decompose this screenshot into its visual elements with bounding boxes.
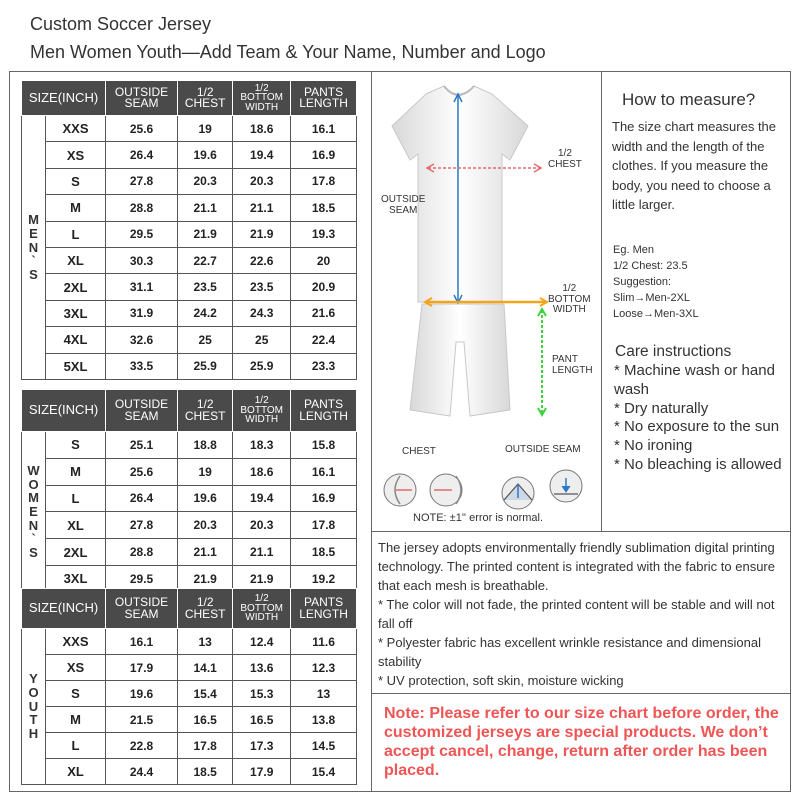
product-description: The jersey adopts environmentally friendly sublimation digital printing technology. The printed content is integrated with the fabric to ensure that each mesh is breathable. * The color will not fade, the printed content will be stable and will not fall off * Polyester fabric has excellent wrinkle resistance and dimensional stability * UV protection, soft skin, moisture wicking [378,540,775,688]
value-cell: 17.9 [233,759,291,785]
value-cell: 17.8 [291,512,357,539]
value-cell: 26.4 [106,142,178,168]
header-half-chest: 1/2 CHEST [178,81,233,116]
header-half-bottom-width: 1/2 BOTTOM WIDTH [233,589,291,629]
table-row [22,274,357,300]
table-row [22,759,357,785]
size-cell: 2XL [46,539,106,566]
value-cell: 19 [178,458,233,485]
header-pants-length: PANTS LENGTH [291,81,357,116]
table-row [22,300,357,326]
size-cell: L [46,221,106,247]
group-label: Y O U T H [22,629,46,785]
value-cell: 23.5 [178,274,233,300]
value-cell: 15.8 [291,432,357,459]
table-row [22,353,357,379]
size-cell: S [46,681,106,707]
youth-size-table [21,588,357,785]
header-outside-seam: OUTSIDE SEAM [106,81,178,116]
divider [371,531,791,532]
value-cell: 26.4 [106,485,178,512]
value-cell: 19.6 [106,681,178,707]
table-row [22,116,357,142]
size-cell: XXS [46,116,106,142]
size-cell: 2XL [46,274,106,300]
value-cell: 33.5 [106,353,178,379]
value-cell: 22.4 [291,327,357,353]
table-row [22,327,357,353]
value-cell: 23.3 [291,353,357,379]
value-cell: 18.6 [233,116,291,142]
value-cell: 19.2 [291,565,357,592]
value-cell: 20.3 [233,512,291,539]
value-cell: 16.5 [233,707,291,733]
header-outside-seam: OUTSIDE SEAM [106,589,178,629]
value-cell: 19.6 [178,485,233,512]
value-cell: 12.4 [233,629,291,655]
value-cell: 17.8 [291,168,357,194]
value-cell: 32.6 [106,327,178,353]
size-cell: L [46,485,106,512]
seam-measure-icon-2 [550,470,582,502]
table-row [22,707,357,733]
value-cell: 28.8 [106,539,178,566]
outside-seam-label: OUTSIDE SEAM [381,194,426,216]
value-cell: 21.6 [291,300,357,326]
value-cell: 21.5 [106,707,178,733]
table-row [22,432,357,459]
womens-size-table [21,389,357,593]
size-cell: XL [46,512,106,539]
table-row [22,655,357,681]
header-pants-length: PANTS LENGTH [291,589,357,629]
table-row [22,629,357,655]
value-cell: 27.8 [106,512,178,539]
value-cell: 17.9 [106,655,178,681]
care-item: * No exposure to the sun [614,418,780,436]
size-cell: M [46,707,106,733]
value-cell: 19.4 [233,485,291,512]
value-cell: 21.9 [178,221,233,247]
value-cell: 18.5 [291,539,357,566]
table-row [22,195,357,221]
header-size: SIZE(INCH) [22,589,106,629]
value-cell: 19.4 [233,142,291,168]
value-cell: 25 [178,327,233,353]
value-cell: 21.1 [178,195,233,221]
chest-measure-icon-2 [430,474,462,506]
table-row [22,221,357,247]
header-half-chest: 1/2 CHEST [178,589,233,629]
table-row [22,485,357,512]
value-cell: 15.4 [178,681,233,707]
value-cell: 21.1 [233,539,291,566]
size-cell: 4XL [46,327,106,353]
divider [371,71,372,792]
table-row [22,458,357,485]
size-cell: M [46,458,106,485]
size-cell: XXS [46,629,106,655]
value-cell: 20 [291,247,357,273]
size-cell: S [46,168,106,194]
header-size: SIZE(INCH) [22,390,106,432]
care-item: * No ironing [614,437,693,455]
mens-size-table [21,80,357,380]
value-cell: 18.6 [233,458,291,485]
table-row [22,681,357,707]
divider [601,71,602,531]
value-cell: 25.6 [106,458,178,485]
value-cell: 21.1 [178,539,233,566]
value-cell: 31.1 [106,274,178,300]
value-cell: 28.8 [106,195,178,221]
example-block: Eg. Men 1/2 Chest: 23.5 Suggestion: Slim→Men-2XL Loose→Men-3XL [613,244,699,320]
size-cell: 5XL [46,353,106,379]
value-cell: 25 [233,327,291,353]
value-cell: 14.5 [291,733,357,759]
value-cell: 20.3 [233,168,291,194]
jersey-shorts [410,304,510,416]
pant-length-label: PANT LENGTH [552,354,593,376]
value-cell: 22.8 [106,733,178,759]
value-cell: 18.5 [291,195,357,221]
table-row [22,168,357,194]
care-item: * Machine wash or hand wash [614,362,775,398]
value-cell: 29.5 [106,221,178,247]
value-cell: 21.9 [178,565,233,592]
care-item: * Dry naturally [614,399,709,417]
how-to-measure-title: How to measure? [622,90,756,109]
value-cell: 12.3 [291,655,357,681]
value-cell: 15.3 [233,681,291,707]
table-row [22,539,357,566]
value-cell: 20.3 [178,512,233,539]
header-half-chest: 1/2 CHEST [178,390,233,432]
outside-seam-caption: OUTSIDE SEAM [505,444,581,455]
chest-caption: CHEST [402,446,436,457]
value-cell: 21.9 [233,565,291,592]
order-note: Note: Please refer to our size chart before order, the customized jerseys are special products. We don’t accept cancel, change, return after order has been placed. [384,705,779,779]
care-list [614,362,789,475]
bottom-width-label: 1/2 BOTTOM WIDTH [548,283,591,315]
value-cell: 30.3 [106,247,178,273]
care-item: * No bleaching is allowed [614,455,782,473]
divider [371,693,791,694]
size-cell: 3XL [46,300,106,326]
value-cell: 18.5 [178,759,233,785]
value-cell: 14.1 [178,655,233,681]
value-cell: 13.8 [291,707,357,733]
value-cell: 16.9 [291,142,357,168]
table-row [22,733,357,759]
value-cell: 24.4 [106,759,178,785]
table-row [22,247,357,273]
value-cell: 22.6 [233,247,291,273]
size-cell: XS [46,142,106,168]
value-cell: 21.9 [233,221,291,247]
size-cell: 3XL [46,565,106,592]
value-cell: 18.3 [233,432,291,459]
value-cell: 19.3 [291,221,357,247]
chest-measure-icon [384,474,416,506]
header-half-bottom-width: 1/2 BOTTOM WIDTH [233,81,291,116]
size-cell: S [46,432,106,459]
value-cell: 25.6 [106,116,178,142]
size-cell: M [46,195,106,221]
page-title: Custom Soccer Jersey [30,14,212,34]
value-cell: 24.2 [178,300,233,326]
value-cell: 17.3 [233,733,291,759]
value-cell: 25.1 [106,432,178,459]
value-cell: 19.6 [178,142,233,168]
value-cell: 16.9 [291,485,357,512]
size-cell: XS [46,655,106,681]
header-size: SIZE(INCH) [22,81,106,116]
value-cell: 20.9 [291,274,357,300]
value-cell: 19 [178,116,233,142]
value-cell: 15.4 [291,759,357,785]
seam-measure-icon [502,477,534,509]
value-cell: 25.9 [178,353,233,379]
value-cell: 27.8 [106,168,178,194]
header-half-bottom-width: 1/2 BOTTOM WIDTH [233,390,291,432]
chest-label: 1/2 CHEST [548,148,582,170]
value-cell: 16.1 [106,629,178,655]
page-subtitle: Men Women Youth—Add Team & Your Name, Number and Logo [30,42,546,62]
value-cell: 24.3 [233,300,291,326]
size-cell: L [46,733,106,759]
value-cell: 25.9 [233,353,291,379]
value-cell: 18.8 [178,432,233,459]
value-cell: 29.5 [106,565,178,592]
value-cell: 13.6 [233,655,291,681]
how-to-measure-text: The size chart measures the width and the length of the clothes. If you measure the body, you need to choose a little larger. [612,119,777,212]
care-title: Care instructions [615,343,732,360]
value-cell: 16.1 [291,458,357,485]
value-cell: 16.5 [178,707,233,733]
size-cell: XL [46,759,106,785]
error-note: NOTE: ±1'' error is normal. [413,512,544,524]
value-cell: 21.1 [233,195,291,221]
table-row [22,512,357,539]
header-pants-length: PANTS LENGTH [291,390,357,432]
value-cell: 31.9 [106,300,178,326]
group-label: W O M E N ` S [22,432,46,593]
value-cell: 16.1 [291,116,357,142]
value-cell: 23.5 [233,274,291,300]
size-cell: XL [46,247,106,273]
value-cell: 13 [178,629,233,655]
value-cell: 22.7 [178,247,233,273]
group-label: M E N ` S [22,116,46,380]
value-cell: 20.3 [178,168,233,194]
value-cell: 17.8 [178,733,233,759]
table-row [22,142,357,168]
value-cell: 11.6 [291,629,357,655]
header-outside-seam: OUTSIDE SEAM [106,390,178,432]
value-cell: 13 [291,681,357,707]
